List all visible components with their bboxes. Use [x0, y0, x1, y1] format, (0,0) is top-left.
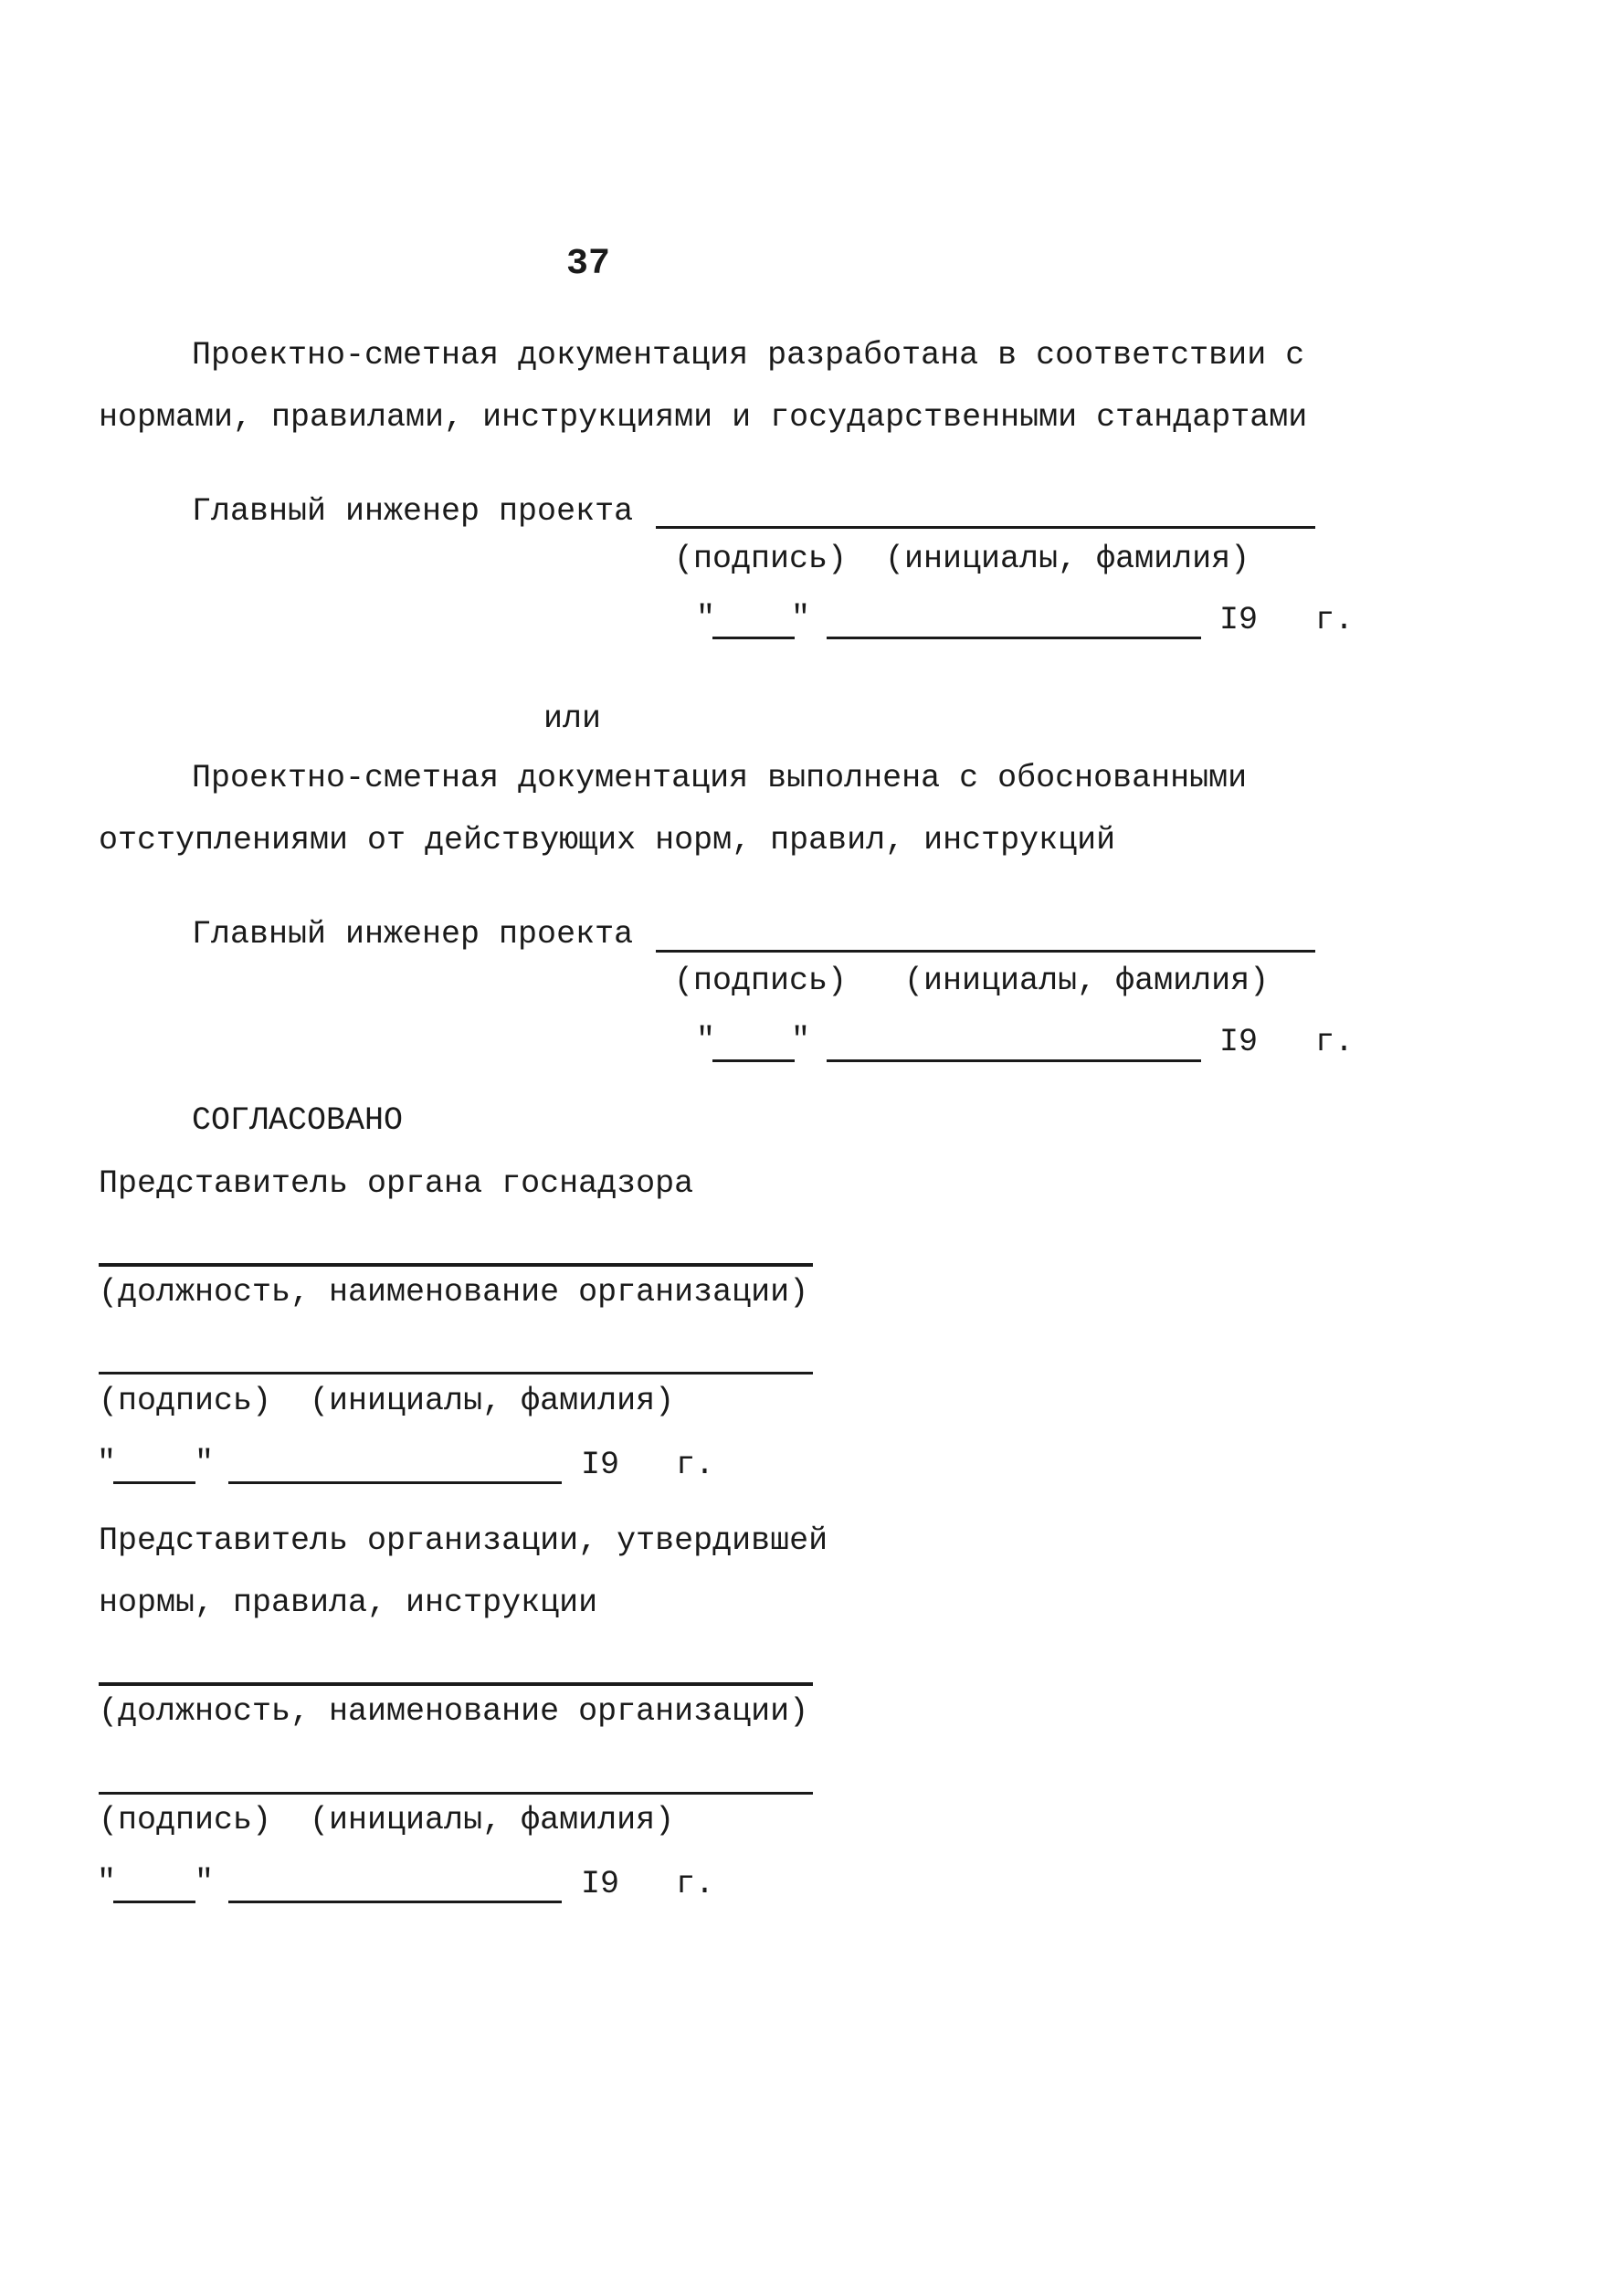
month-line [827, 1059, 1201, 1062]
month-line [228, 1481, 562, 1484]
compliance-statement-line2: нормами, правилами, инструкциями и государственными стандартами [99, 399, 1308, 436]
signature-caption: (подпись) (инициалы, фамилия) [674, 963, 1270, 999]
date-quote-open: " [696, 1022, 716, 1058]
date-year-suffix: г. [676, 1447, 715, 1483]
day-line [712, 1059, 795, 1062]
date-quote-open: " [97, 1864, 117, 1901]
signature-line [99, 1792, 813, 1795]
signature-caption: (подпись) (инициалы, фамилия) [99, 1383, 675, 1419]
deviation-statement-line2: отступлениями от действующих норм, правил, инструкций [99, 822, 1116, 858]
chief-engineer-label: Главный инженер проекта [192, 493, 634, 530]
signature-line [656, 950, 1315, 953]
month-line [228, 1901, 562, 1903]
position-caption: (должность, наименование организации) [99, 1693, 809, 1730]
day-line [712, 637, 795, 639]
signature-line [656, 526, 1315, 529]
date-year: I9 [1219, 602, 1259, 638]
date-quote-open: " [97, 1445, 117, 1481]
position-caption: (должность, наименование организации) [99, 1274, 809, 1311]
date-quote-close: " [791, 600, 811, 637]
date-quote-open: " [696, 600, 716, 637]
date-year-suffix: г. [676, 1866, 715, 1902]
chief-engineer-label: Главный инженер проекта [192, 916, 634, 953]
or-separator: или [543, 700, 602, 737]
rep1-label: Представитель органа госнадзора [99, 1165, 694, 1202]
date-year: I9 [1219, 1024, 1259, 1060]
day-line [113, 1481, 195, 1484]
signature-line [99, 1372, 813, 1374]
date-quote-close: " [195, 1864, 215, 1901]
date-year-suffix: г. [1315, 602, 1355, 638]
position-line [99, 1263, 813, 1267]
signature-caption: (подпись) (инициалы, фамилия) [99, 1802, 675, 1838]
date-quote-close: " [791, 1022, 811, 1058]
compliance-statement-line1: Проектно-сметная документация разработана в соответствии с [192, 337, 1305, 374]
month-line [827, 637, 1201, 639]
day-line [113, 1901, 195, 1903]
date-year: I9 [581, 1447, 620, 1483]
date-quote-close: " [195, 1445, 215, 1481]
date-year: I9 [581, 1866, 620, 1902]
page-number: 37 [566, 244, 611, 285]
rep2-label-line2: нормы, правила, инструкции [99, 1585, 598, 1621]
date-year-suffix: г. [1315, 1024, 1355, 1060]
agreed-heading: СОГЛАСОВАНО [192, 1102, 404, 1139]
signature-caption: (подпись) (инициалы, фамилия) [674, 541, 1250, 577]
position-line [99, 1682, 813, 1686]
deviation-statement-line1: Проектно-сметная документация выполнена с обоснованными [192, 760, 1248, 796]
rep2-label-line1: Представитель организации, утвердившей [99, 1522, 828, 1559]
